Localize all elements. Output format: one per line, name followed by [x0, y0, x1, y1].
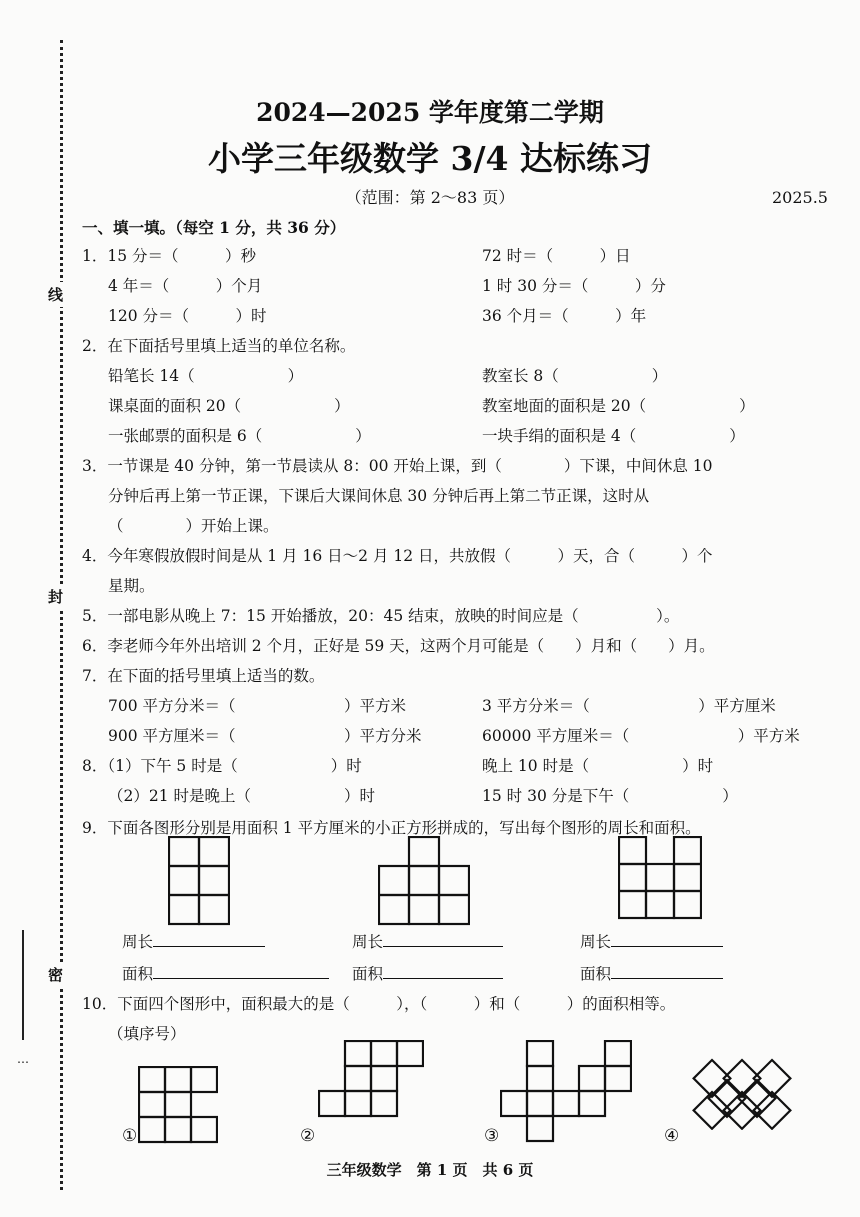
margin-label-line: 线	[48, 282, 63, 307]
q9-area-2: 面积	[352, 962, 503, 984]
q10-label-3: ③	[484, 1126, 500, 1146]
margin-mark: …	[17, 1052, 29, 1066]
scope-note: （范围：第 2～83 页）	[345, 188, 515, 207]
q4-line: 星期。	[108, 577, 155, 595]
q9-perimeter-3: 周长	[580, 930, 723, 952]
date-label: 2025.5	[772, 188, 828, 207]
q10-label-2: ②	[300, 1126, 316, 1146]
q10-figure-4	[680, 1052, 804, 1130]
q7-item: 900 平方厘米＝（ ）平方分米	[108, 727, 422, 745]
q10-label-1: ①	[122, 1126, 138, 1146]
q10-figure-2	[318, 1040, 424, 1118]
q3-line: 分钟后再上第一节正课，下课后大课间休息 30 分钟后再上第二节正课，这时从	[108, 487, 650, 505]
q9-figure-1	[168, 836, 230, 926]
q2-item: 一张邮票的面积是 6（ ）	[108, 427, 371, 445]
q5-line: 5．一部电影从晚上 7：15 开始播放，20：45 结束，放映的时间应是（ ）。	[82, 607, 680, 625]
q1-item: 36 个月＝（ ）年	[482, 307, 647, 325]
q3-line: 3．一节课是 40 分钟，第一节晨读从 8：00 开始上课，到（ ）下课，中间休息 10	[82, 457, 713, 475]
q1-item: 1．15 分＝（ ）秒	[82, 247, 257, 265]
q10-figure-3	[500, 1040, 632, 1144]
term-heading: 2024—2025 学年度第二学期	[256, 98, 604, 127]
q10-figure-1	[138, 1066, 218, 1144]
q8-item: （2）21 时是晚上（ ）时	[108, 787, 376, 805]
q7-stem: 7．在下面的括号里填上适当的数。	[82, 667, 325, 685]
q2-item: 教室地面的面积是 20（ ）	[482, 397, 755, 415]
q9-stem: 9．下面各图形分别是用面积 1 平方厘米的小正方形拼成的，写出每个图形的周长和面积。	[82, 819, 701, 837]
q9-perimeter-2: 周长	[352, 930, 503, 952]
q1-item: 4 年＝（ ）个月	[108, 277, 263, 295]
q7-item: 3 平方分米＝（ ）平方厘米	[482, 697, 776, 715]
q9-figure-2	[378, 836, 470, 926]
q7-item: 60000 平方厘米＝（ ）平方米	[482, 727, 800, 745]
q10-note: （填序号）	[108, 1025, 186, 1043]
q1-item: 72 时＝（ ）日	[482, 247, 631, 265]
q7-item: 700 平方分米＝（ ）平方米	[108, 697, 407, 715]
margin-label-secret: 密	[48, 962, 63, 987]
q9-area-1: 面积	[122, 962, 329, 984]
q8-item: 8．（1）下午 5 时是（ ）时	[82, 757, 362, 775]
q6-line: 6．李老师今年外出培训 2 个月，正好是 59 天，这两个月可能是（ ）月和（ ）月。	[82, 637, 715, 655]
q10-stem: 10．下面四个图形中，面积最大的是（ ），（ ）和（ ）的面积相等。	[82, 995, 676, 1013]
q2-item: 一块手绢的面积是 4（ ）	[482, 427, 745, 445]
q1-item: 1 时 30 分＝（ ）分	[482, 277, 666, 295]
section-heading: 一、填一填。（每空 1 分，共 36 分）	[82, 218, 346, 237]
q9-area-3: 面积	[580, 962, 723, 984]
margin-label-seal: 封	[48, 584, 63, 609]
page-footer: 三年级数学 第 1 页 共 6 页	[326, 1161, 534, 1179]
q8-item: 15 时 30 分是下午（ ）	[482, 787, 738, 805]
q3-line: （ ）开始上课。	[108, 517, 279, 535]
q1-item: 120 分＝（ ）时	[108, 307, 267, 325]
q8-item: 晚上 10 时是（ ）时	[482, 757, 714, 775]
q9-perimeter-1: 周长	[122, 930, 265, 952]
q2-item: 教室长 8（ ）	[482, 367, 668, 385]
q2-item: 课桌面的面积 20（ ）	[108, 397, 350, 415]
q10-label-4: ④	[664, 1126, 680, 1146]
page-title: 小学三年级数学 3/4 达标练习	[208, 139, 652, 178]
q9-figure-3	[618, 836, 702, 920]
q2-stem: 2．在下面括号里填上适当的单位名称。	[82, 337, 356, 355]
margin-bar	[22, 930, 24, 1040]
q4-line: 4．今年寒假放假时间是从 1 月 16 日～2 月 12 日，共放假（ ）天，合（ ）个	[82, 547, 713, 565]
binding-dotted-line	[60, 40, 63, 1190]
q2-item: 铅笔长 14（ ）	[108, 367, 304, 385]
